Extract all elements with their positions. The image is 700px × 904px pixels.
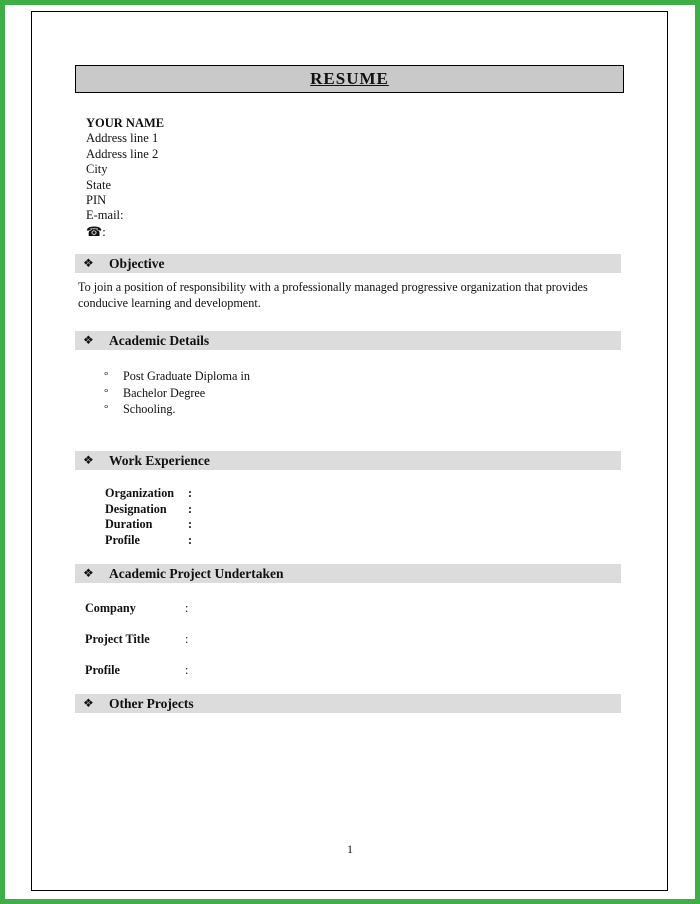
field-row-profile <box>85 663 405 694</box>
diamond-icon: ❖ <box>83 453 94 467</box>
list-item <box>104 368 504 385</box>
section-title-academic-details: Academic Details <box>109 332 210 348</box>
field-colon: : <box>188 517 193 532</box>
section-title-objective: Objective <box>109 255 165 271</box>
academic-item-text: Post Graduate Diploma in <box>123 369 250 383</box>
field-colon: : <box>185 632 189 646</box>
section-header-other-projects <box>75 694 621 713</box>
field-colon: : <box>185 663 189 677</box>
contact-address-line-2: Address line 2 <box>86 146 159 161</box>
section-header-work-experience <box>75 451 621 470</box>
section-header-academic-details <box>75 331 621 350</box>
diamond-icon: ❖ <box>83 333 94 347</box>
contact-block <box>86 116 386 240</box>
academic-details-list <box>104 368 504 418</box>
contact-email-label: E-mail: <box>86 208 124 223</box>
field-label: Profile <box>85 663 120 677</box>
list-item <box>104 401 504 418</box>
field-colon: : <box>185 601 189 615</box>
section-header-objective <box>75 254 621 273</box>
page-title: RESUME <box>310 69 389 88</box>
contact-name: YOUR NAME <box>86 116 165 130</box>
field-row-organization <box>105 486 405 502</box>
field-row-project-title <box>85 632 405 663</box>
degree-bullet-icon: ° <box>104 403 109 416</box>
section-title-other-projects: Other Projects <box>109 695 194 711</box>
field-label: Duration <box>105 517 153 532</box>
contact-phone-sep: : <box>102 224 106 239</box>
telephone-icon: ☎ <box>86 223 103 239</box>
field-label: Organization <box>105 486 175 500</box>
field-label: Designation <box>105 501 167 516</box>
field-label: Company <box>85 601 136 615</box>
field-row-company <box>85 601 405 632</box>
diamond-icon: ❖ <box>83 696 94 710</box>
contact-state: State <box>86 177 111 192</box>
field-row-duration <box>105 517 405 533</box>
academic-project-fields <box>85 601 405 694</box>
contact-pin: PIN <box>86 193 107 208</box>
page-number: 1 <box>347 842 353 856</box>
field-label: Profile <box>105 532 140 547</box>
section-title-work-experience: Work Experience <box>109 452 210 468</box>
contact-city: City <box>86 162 108 177</box>
field-label: Project Title <box>85 632 150 646</box>
academic-item-text: Schooling. <box>123 402 176 417</box>
degree-bullet-icon: ° <box>104 386 109 399</box>
work-experience-fields <box>105 486 405 548</box>
list-item <box>104 385 504 402</box>
field-row-designation <box>105 502 405 518</box>
field-colon: : <box>188 486 193 500</box>
contact-address-line-1: Address line 1 <box>86 131 159 146</box>
diamond-icon: ❖ <box>83 566 94 580</box>
diamond-icon: ❖ <box>83 256 94 270</box>
academic-item-text: Bachelor Degree <box>123 385 206 400</box>
objective-body-text: To join a position of responsibility with a professionally managed progressive organization that provides conducive learning and development. <box>78 280 588 310</box>
field-colon: : <box>188 501 193 516</box>
degree-bullet-icon: ° <box>104 370 109 382</box>
field-colon: : <box>188 532 193 547</box>
field-row-profile <box>105 533 405 549</box>
section-header-academic-project <box>75 564 621 583</box>
section-title-academic-project: Academic Project Undertaken <box>109 565 284 581</box>
contact-phone-row <box>86 224 386 240</box>
resume-title-bar <box>75 65 624 93</box>
